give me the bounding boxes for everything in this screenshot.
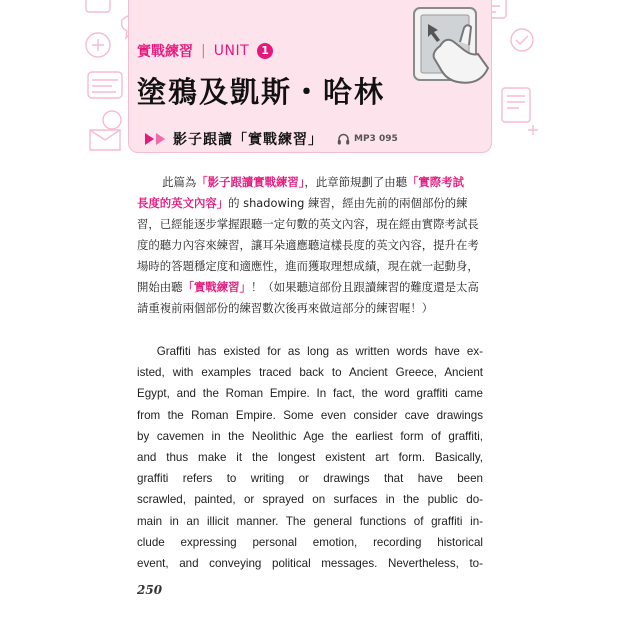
subsection-label: 影子跟讀「實戰練習」 bbox=[173, 132, 323, 148]
intro-text: 開始由聽 bbox=[137, 280, 183, 294]
unit-word: UNIT bbox=[213, 43, 250, 59]
intro-line bbox=[137, 235, 483, 256]
triangle-arrow-icon bbox=[145, 133, 154, 145]
intro-text: 的 shadowing 練習，經由先前的兩個部份的練 bbox=[228, 196, 468, 210]
intro-line bbox=[137, 256, 483, 277]
page-number: 250 bbox=[137, 583, 163, 597]
intro-text: 習，已經能逐步掌握跟聽一定句數的英文內容，現在經由實際考試長 bbox=[137, 217, 479, 231]
subsection-bar bbox=[135, 126, 490, 152]
headphones-icon bbox=[337, 133, 350, 145]
intro-text: 度的聽力內容來練習，讓耳朵適應聽這樣長度的英文內容，提升在考 bbox=[137, 238, 479, 252]
separator: | bbox=[201, 43, 206, 59]
intro-text: 場時的答題穩定度和適應性，進而獲取理想成績，現在就一起動身， bbox=[137, 259, 479, 273]
unit-number-badge: 1 bbox=[257, 43, 273, 59]
passage-line: scrawled, painted, or sprayed on surfaces in the public do- bbox=[137, 493, 483, 507]
audio-track[interactable] bbox=[337, 133, 398, 145]
intro-line bbox=[137, 277, 483, 298]
passage-line: Graffiti has existed for as long as written words have ex- bbox=[156, 345, 483, 358]
intro-text: ！（如果聽這部份且跟讀練習的難度還是太高 bbox=[250, 280, 479, 294]
intro-paragraph-zh bbox=[137, 172, 483, 319]
passage-line: main in an illicit manner. The general functions of graffiti in- bbox=[137, 514, 483, 528]
passage-line: Egypt, and the Roman Empire. In fact, the word graffiti came bbox=[137, 387, 483, 401]
passage-line: isted, with examples traced back to Ancient Greece, Ancient bbox=[137, 366, 483, 380]
tablet-hand-illustration bbox=[398, 2, 494, 90]
intro-line bbox=[137, 298, 483, 319]
intro-text: 此篇為 bbox=[162, 175, 197, 189]
passage-line: clude expressing personal emotion, recording historical bbox=[137, 535, 483, 549]
highlight-text: 「實際考試 bbox=[407, 175, 464, 189]
highlight-text: 長度的英文內容」 bbox=[137, 196, 229, 210]
passage-line: and thus make it the longest existent art form. Basically, bbox=[137, 451, 483, 465]
intro-text: ，此章節規劃了由聽 bbox=[304, 175, 408, 189]
intro-line bbox=[137, 172, 483, 193]
unit-label bbox=[137, 41, 273, 61]
passage-line: by cavemen in the Neolithic Age the earliest form of graffiti, bbox=[137, 429, 483, 443]
passage-paragraph-en bbox=[137, 341, 483, 574]
highlight-text: 「影子跟讀實戰練習」 bbox=[196, 175, 305, 189]
highlight-text: 「實戰練習」 bbox=[182, 280, 251, 294]
passage-line: event, and conveying political messages. Nevertheless, to- bbox=[137, 557, 483, 571]
audio-track-label: MP3 095 bbox=[354, 134, 398, 144]
triangle-arrow-icon bbox=[156, 133, 165, 145]
page-title: 塗鴉及凱斯・哈林 bbox=[137, 75, 386, 109]
section-label: 實戰練習 bbox=[137, 44, 193, 60]
passage-line: from the Roman Empire. Some even consider cave drawings bbox=[137, 408, 483, 422]
intro-text: 請重複前兩個部份的練習數次後再來做這部分的練習喔！） bbox=[137, 301, 434, 315]
passage-line: graffiti refers to writing or drawings that have been bbox=[137, 472, 483, 486]
intro-line bbox=[137, 214, 483, 235]
intro-line bbox=[137, 193, 483, 214]
